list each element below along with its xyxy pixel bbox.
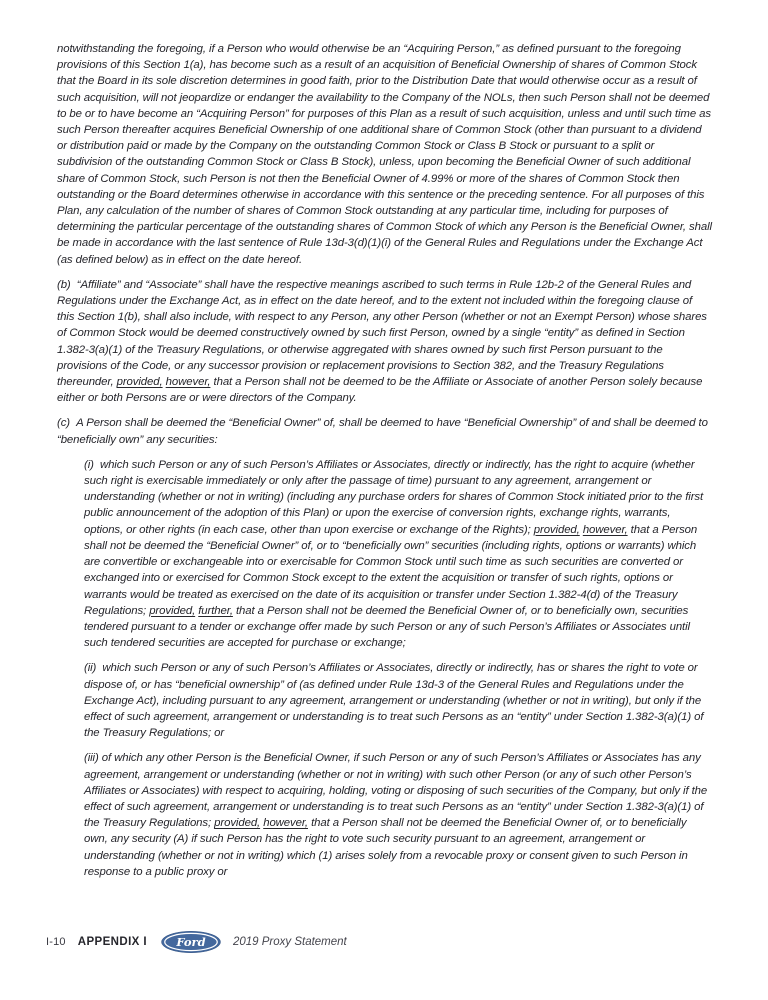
clause-iii [57, 750, 712, 880]
appendix-label: APPENDIX I [77, 936, 147, 948]
underlined-text: provided, [116, 376, 163, 389]
clause-i [57, 457, 712, 651]
underlined-text: provided, [533, 523, 580, 536]
text-segment: that a Person shall not be deemed the “Beneficial Owner” of, or to “beneficially own” securities (including rights, options or warrants) which are convertible or exchangeable into or exercisable for Common Stock until such time as such securities are converted or exchanged into or exercised for Common Stock except to the extent the acquisition or transfer of such rights, options or warrants would be treated as exercised on the date of its acquisition or transfer under Section 1.382-4(d) of the Treasury Regulations; [84, 523, 698, 617]
underlined-text: however, [165, 376, 211, 389]
paragraph-c-beneficial-owner [57, 415, 712, 447]
underlined-text: provided, [149, 604, 196, 617]
document-body [57, 41, 712, 889]
paragraph-b-affiliate-associate [57, 277, 712, 407]
underlined-text: however, [263, 817, 308, 830]
underlined-text: however, [582, 523, 628, 536]
page-footer [46, 930, 347, 954]
text-segment: (i) which such Person or any of such Person’s Affiliates or Associates, directly or indirectly, has the right to acquire (whether such right is exercisable immediately or only after the passage of time) pursuant to any agreement, arrangement or understanding (whether or not in writing) (including any purchase orders for shares of Common Stock initiated prior to the first public announcement of the adoption of this Plan) or upon the exercise of conversion rights, exchange rights, warrants, options, or other rights (in each case, other than upon exercise or exchange of the Rights); [84, 458, 704, 536]
text-segment: (ii) which such Person or any of such Person’s Affiliates or Associates, directly or indirectly, has or shares the right to vote or dispose of, or has “beneficial ownership” of (as defined under Rule 13d-3 of the General Rules and Regulations under the Exchange Act), including pursuant to any agreement, arrangement or understanding (whether or not in writing), but only if the effect of such agreement, arrangement or understanding is to treat such Persons as an “entity” under Section 1.382-3(a)(1) of the Treasury Regulations; or [84, 662, 704, 740]
underlined-text: further, [198, 604, 233, 617]
text-segment: (iii) of which any other Person is the Beneficial Owner, if such Person or any of such Person’s Affiliates or Associates has any agreement, arrangement or understanding (whether or not in writing) with such other Person (or any of such other Person’s Affiliates or Associates) with respect to acquiring, holding, voting or disposing of such securities of the Company, but only if the effect of such agreement, arrangement or understanding is to treat such Persons as an “entity” under Section 1.382-3(a)(1) of the Treasury Regulations; [84, 752, 708, 830]
text-segment: (b) “Affiliate” and “Associate” shall have the respective meanings ascribed to such terms in Rule 12b-2 of the General Rules and Regulations under the Exchange Act, as in effect on the date hereof, and to the extent not included within the foregoing clause of this Section 1(b), shall also include, with respect to any Person, any other Person (whether or not an Exempt Person) whose shares of Common Stock would be deemed constructively owned by such first Person, owned by a single “entity” as defined in Section 1.382-3(a)(1) of the Treasury Regulations, or otherwise aggregated with shares owned by such first Person pursuant to the provisions of the Code, or any successor provision or replacement provisions to Section 382, and the Treasury Regulations thereunder, [57, 278, 707, 389]
ford-logo-icon [161, 931, 221, 953]
ford-logo-text: Ford [176, 935, 206, 949]
text-segment: (c) A Person shall be deemed the “Beneficial Owner” of, shall be deemed to have “Beneficial Ownership” of and shall be deemed to “beneficially own” any securities: [57, 417, 708, 446]
text-segment: that a Person shall not be deemed the Beneficial Owner of, or to beneficially own, securities tendered pursuant to a tender or exchange offer made by such Person or any of such Person’s Affiliates or Associates until such tendered securities are accepted for purchase or exchange; [84, 604, 690, 650]
page-number: I-10 [46, 936, 66, 948]
clause-ii [57, 660, 712, 741]
text-segment: notwithstanding the foregoing, if a Person who would otherwise be an “Acquiring Person,” as defined pursuant to the foregoing provisions of this Section 1(a), has become such as a result of an acquisition of Beneficial Ownership of shares of Common Stock that the Board in its sole discretion determines in good faith, prior to the Distribution Date that would otherwise occur as a result of such acquisition, will not jeopardize or endanger the availability to the Company of the NOLs, then such Person shall not be deemed to be or to have become an “Acquiring Person” for purposes of this Plan as a result of such acquisition, unless and until such time as such Person thereafter acquires Beneficial Ownership of one additional share of Common Stock (other than pursuant to a dividend or distribution paid or made by the Company on the outstanding Common Stock or Class B Stock or pursuant to a split or subdivision of the outstanding Common Stock or Class B Stock), unless, upon becoming the Beneficial Owner of such additional share of Common Stock, such Person is not then the Beneficial Owner of 4.99% or more of the shares of Common Stock then outstanding or the Board determines otherwise in accordance with this sentence or the preceding sentence. For all purposes of this Plan, any calculation of the number of shares of Common Stock outstanding at any particular time, including for purposes of determining the particular percentage of the outstanding shares of Common Stock of which any Person is the Beneficial Owner, shall be made in accordance with the last sentence of Rule 13d-3(d)(1)(i) of the General Rules and Regulations under the Exchange Act (as defined below) as in effect on the date hereof. [57, 43, 712, 266]
text-segment: that a Person shall not be deemed to be the Affiliate or Associate of another Person solely because either or both Persons are or were directors of the Company. [57, 376, 703, 405]
text-segment: that a Person shall not be deemed the Beneficial Owner of, or to beneficially own, any security (A) if such Person has the right to vote such security pursuant to an agreement, arrangement or understanding (whether or not in writing) which (1) arises solely from a revocable proxy or consent given to such Person in response to a public proxy or [84, 817, 688, 878]
proxy-statement-label: 2019 Proxy Statement [232, 936, 347, 948]
paragraph-intro-continuation [57, 41, 712, 268]
underlined-text: provided, [214, 817, 261, 830]
